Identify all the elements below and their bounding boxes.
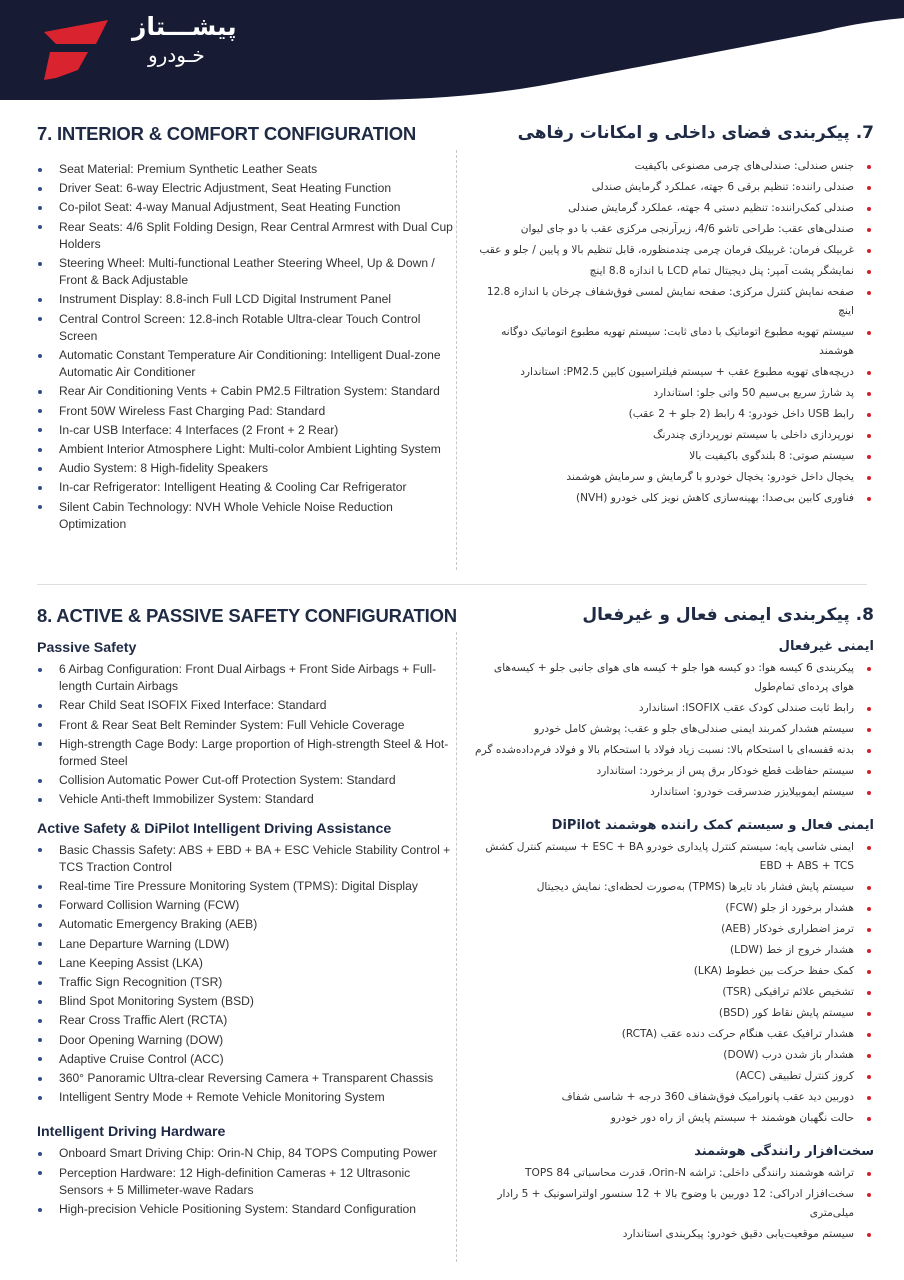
list-item: رابط USB داخل خودرو: 4 رابط (2 جلو + 2 عقب) bbox=[470, 405, 874, 424]
list-item: Vehicle Anti-theft Immobilizer System: Standard bbox=[37, 791, 455, 808]
brand-name: پیشـــتاز bbox=[132, 12, 237, 41]
column-divider bbox=[456, 632, 457, 1262]
list-item: صندلی کمک‌راننده: تنظیم دستی 4 جهته، عملکرد گرمایش صندلی bbox=[470, 199, 874, 218]
list-item: Blind Spot Monitoring System (BSD) bbox=[37, 993, 455, 1010]
list-item: Forward Collision Warning (FCW) bbox=[37, 897, 455, 914]
list-item: پیکربندی 6 کیسه هوا: دو کیسه هوا جلو + کیسه های هوای جانبی جلو + کیسه‌های هوای پرده‌ای تمام‌طول bbox=[470, 659, 874, 697]
active-safety-title-en: Active Safety & DiPilot Intelligent Driving Assistance bbox=[37, 820, 392, 837]
section-7-list-en bbox=[37, 161, 455, 533]
list-item: Real-time Tire Pressure Monitoring System (TPMS): Digital Display bbox=[37, 878, 455, 895]
list-item: رابط ثابت صندلی کودک عقب ISOFIX: استاندارد bbox=[470, 699, 874, 718]
list-item: Basic Chassis Safety: ABS + EBD + BA + ESC Vehicle Stability Control + TCS Traction Control bbox=[37, 842, 455, 876]
list-item: Ambient Interior Atmosphere Light: Multi-color Ambient Lighting System bbox=[37, 441, 455, 458]
list-item: Seat Material: Premium Synthetic Leather Seats bbox=[37, 161, 455, 178]
section-7-en bbox=[37, 123, 455, 535]
list-item: کمک حفظ حرکت بین خطوط (LKA) bbox=[470, 962, 874, 981]
list-item: حالت نگهبان هوشمند + سیستم پایش از راه دور خودرو bbox=[470, 1109, 874, 1128]
list-item: سیستم صوتی: 8 بلندگوی باکیفیت بالا bbox=[470, 447, 874, 466]
list-item: Instrument Display: 8.8-inch Full LCD Digital Instrument Panel bbox=[37, 291, 455, 308]
active-safety-title-fa: ایمنی فعال و سیستم کمک راننده هوشمند DiPilot bbox=[551, 818, 874, 833]
section-7-title-fa: 7. پیکربندی فضای داخلی و امکانات رفاهی bbox=[517, 123, 874, 143]
section-8-en bbox=[37, 605, 455, 1220]
list-item: Audio System: 8 High-fidelity Speakers bbox=[37, 460, 455, 477]
list-item: Intelligent Sentry Mode + Remote Vehicle Monitoring System bbox=[37, 1089, 455, 1106]
list-item: 360° Panoramic Ultra-clear Reversing Camera + Transparent Chassis bbox=[37, 1070, 455, 1087]
section-7-list-fa bbox=[470, 157, 874, 508]
list-item: سیستم هشدار کمربند ایمنی صندلی‌های جلو و عقب: پوشش کامل خودرو bbox=[470, 720, 874, 739]
active-safety-list-en bbox=[37, 842, 455, 1107]
list-item: سیستم پایش نقاط کور (BSD) bbox=[470, 1004, 874, 1023]
list-item: غربیلک فرمان: غربیلک فرمان چرمی چندمنظوره، قابل تنظیم بالا و پایین / جلو و عقب bbox=[470, 241, 874, 260]
list-item: ایمنی شاسی پایه: سیستم کنترل پایداری خودرو ESC + BA + سیستم کنترل کشش EBD + ABS + TCS bbox=[470, 838, 874, 876]
list-item: نورپردازی داخلی با سیستم نورپردازی چندرنگ bbox=[470, 426, 874, 445]
list-item: Automatic Constant Temperature Air Conditioning: Intelligent Dual-zone Automatic Air Conditioner bbox=[37, 347, 455, 381]
list-item: پد شارژ سریع بی‌سیم 50 واتی جلو: استاندارد bbox=[470, 384, 874, 403]
list-item: High-strength Cage Body: Large proportion of High-strength Steel & Hot-formed Steel bbox=[37, 736, 455, 770]
hardware-title-fa: سخت‌افزار رانندگی هوشمند bbox=[694, 1144, 874, 1159]
list-item: جنس صندلی: صندلی‌های چرمی مصنوعی باکیفیت bbox=[470, 157, 874, 176]
section-separator bbox=[37, 584, 867, 585]
brand-subtitle: خـودرو bbox=[148, 43, 205, 67]
passive-safety-title-fa: ایمنی غیرفعال bbox=[778, 639, 874, 654]
list-item: هشدار خروج از خط (LDW) bbox=[470, 941, 874, 960]
list-item: Door Opening Warning (DOW) bbox=[37, 1032, 455, 1049]
list-item: صندلی‌های عقب: طراحی تاشو 4/6، زیرآرنجی مرکزی عقب با دو جای لیوان bbox=[470, 220, 874, 239]
list-item: دوربین دید عقب پانورامیک فوق‌شفاف 360 درجه + شاسی شفاف bbox=[470, 1088, 874, 1107]
list-item: صندلی راننده: تنظیم برقی 6 جهته، عملکرد گرمایش صندلی bbox=[470, 178, 874, 197]
section-7-fa bbox=[470, 123, 874, 510]
section-7-title-en: 7. INTERIOR & COMFORT CONFIGURATION bbox=[37, 123, 417, 144]
list-item: سیستم موقعیت‌یابی دقیق خودرو: پیکربندی استاندارد bbox=[470, 1225, 874, 1244]
list-item: بدنه قفسه‌ای با استحکام بالا: نسبت زیاد فولاد با استحکام بالا و فولاد فرم‌داده‌شده گرم bbox=[470, 741, 874, 760]
list-item: High-precision Vehicle Positioning System: Standard Configuration bbox=[37, 1201, 455, 1218]
list-item: 6 Airbag Configuration: Front Dual Airbags + Front Side Airbags + Full-length Curtain Airbags bbox=[37, 661, 455, 695]
hardware-list-fa bbox=[470, 1164, 874, 1244]
list-item: In-car Refrigerator: Intelligent Heating & Cooling Car Refrigerator bbox=[37, 479, 455, 496]
list-item: نمایشگر پشت آمپر: پنل دیجیتال تمام LCD با اندازه 8.8 اینچ bbox=[470, 262, 874, 281]
list-item: Driver Seat: 6-way Electric Adjustment, Seat Heating Function bbox=[37, 180, 455, 197]
section-8-fa bbox=[470, 605, 874, 1246]
list-item: Rear Child Seat ISOFIX Fixed Interface: Standard bbox=[37, 697, 455, 714]
list-item: Silent Cabin Technology: NVH Whole Vehicle Noise Reduction Optimization bbox=[37, 499, 455, 533]
list-item: Co-pilot Seat: 4-way Manual Adjustment, Seat Heating Function bbox=[37, 199, 455, 216]
list-item: سخت‌افزار ادراکی: 12 دوربین با وضوح بالا + 12 سنسور اولتراسونیک + 5 رادار میلی‌متری bbox=[470, 1185, 874, 1223]
list-item: یخچال داخل خودرو: یخچال خودرو با گرمایش و سرمایش هوشمند bbox=[470, 468, 874, 487]
list-item: Front 50W Wireless Fast Charging Pad: Standard bbox=[37, 403, 455, 420]
passive-safety-title-en: Passive Safety bbox=[37, 640, 137, 656]
passive-safety-list-en bbox=[37, 661, 455, 809]
list-item: هشدار برخورد از جلو (FCW) bbox=[470, 899, 874, 918]
list-item: Rear Cross Traffic Alert (RCTA) bbox=[37, 1012, 455, 1029]
list-item: دریچه‌های تهویه مطبوع عقب + سیستم فیلتراسیون کابین PM2.5: استاندارد bbox=[470, 363, 874, 382]
hardware-title-en: Intelligent Driving Hardware bbox=[37, 1124, 226, 1141]
list-item: Rear Air Conditioning Vents + Cabin PM2.5 Filtration System: Standard bbox=[37, 383, 455, 400]
list-item: هشدار ترافیک عقب هنگام حرکت دنده عقب (RCTA) bbox=[470, 1025, 874, 1044]
list-item: Perception Hardware: 12 High-definition Cameras + 12 Ultrasonic Sensors + 5 Millimeter-wave Radars bbox=[37, 1165, 455, 1199]
list-item: Adaptive Cruise Control (ACC) bbox=[37, 1051, 455, 1068]
section-8-title-fa: 8. پیکربندی ایمنی فعال و غیرفعال bbox=[582, 605, 874, 625]
list-item: هشدار باز شدن درب (DOW) bbox=[470, 1046, 874, 1065]
column-divider bbox=[456, 150, 457, 570]
list-item: Lane Departure Warning (LDW) bbox=[37, 936, 455, 953]
list-item: Onboard Smart Driving Chip: Orin-N Chip, 84 TOPS Computing Power bbox=[37, 1145, 455, 1162]
list-item: Rear Seats: 4/6 Split Folding Design, Rear Central Armrest with Dual Cup Holders bbox=[37, 219, 455, 253]
list-item: کروز کنترل تطبیقی (ACC) bbox=[470, 1067, 874, 1086]
list-item: Steering Wheel: Multi-functional Leather Steering Wheel, Up & Down / Front & Back Adjustable bbox=[37, 255, 455, 289]
list-item: ترمز اضطراری خودکار (AEB) bbox=[470, 920, 874, 939]
list-item: Traffic Sign Recognition (TSR) bbox=[37, 974, 455, 991]
list-item: تراشه هوشمند رانندگی داخلی: تراشه Orin-N، قدرت محاسباتی 84 TOPS bbox=[470, 1164, 874, 1183]
list-item: Central Control Screen: 12.8-inch Rotable Ultra-clear Touch Control Screen bbox=[37, 311, 455, 345]
list-item: سیستم پایش فشار باد تایرها (TPMS) به‌صورت لحظه‌ای: نمایش دیجیتال bbox=[470, 878, 874, 897]
list-item: Lane Keeping Assist (LKA) bbox=[37, 955, 455, 972]
passive-safety-list-fa bbox=[470, 659, 874, 802]
list-item: سیستم ایموبیلایزر ضدسرقت خودرو: استاندارد bbox=[470, 783, 874, 802]
list-item: Front & Rear Seat Belt Reminder System: Full Vehicle Coverage bbox=[37, 717, 455, 734]
hardware-list-en bbox=[37, 1145, 455, 1218]
list-item: سیستم تهویه مطبوع اتوماتیک با دمای ثابت: سیستم تهویه مطبوع اتوماتیک دوگانه هوشمند bbox=[470, 323, 874, 361]
list-item: Collision Automatic Power Cut-off Protection System: Standard bbox=[37, 772, 455, 789]
brand-header bbox=[0, 0, 904, 100]
list-item: In-car USB Interface: 4 Interfaces (2 Front + 2 Rear) bbox=[37, 422, 455, 439]
list-item: Automatic Emergency Braking (AEB) bbox=[37, 916, 455, 933]
list-item: صفحه نمایش کنترل مرکزی: صفحه نمایش لمسی فوق‌شفاف چرخان با اندازه 12.8 اینچ bbox=[470, 283, 874, 321]
section-8-title-en: 8. ACTIVE & PASSIVE SAFETY CONFIGURATION bbox=[37, 605, 457, 626]
active-safety-list-fa bbox=[470, 838, 874, 1128]
list-item: تشخیص علائم ترافیکی (TSR) bbox=[470, 983, 874, 1002]
list-item: فناوری کابین بی‌صدا: بهینه‌سازی کاهش نویز کلی خودرو (NVH) bbox=[470, 489, 874, 508]
list-item: سیستم حفاظت قطع خودکار برق پس از برخورد: استاندارد bbox=[470, 762, 874, 781]
